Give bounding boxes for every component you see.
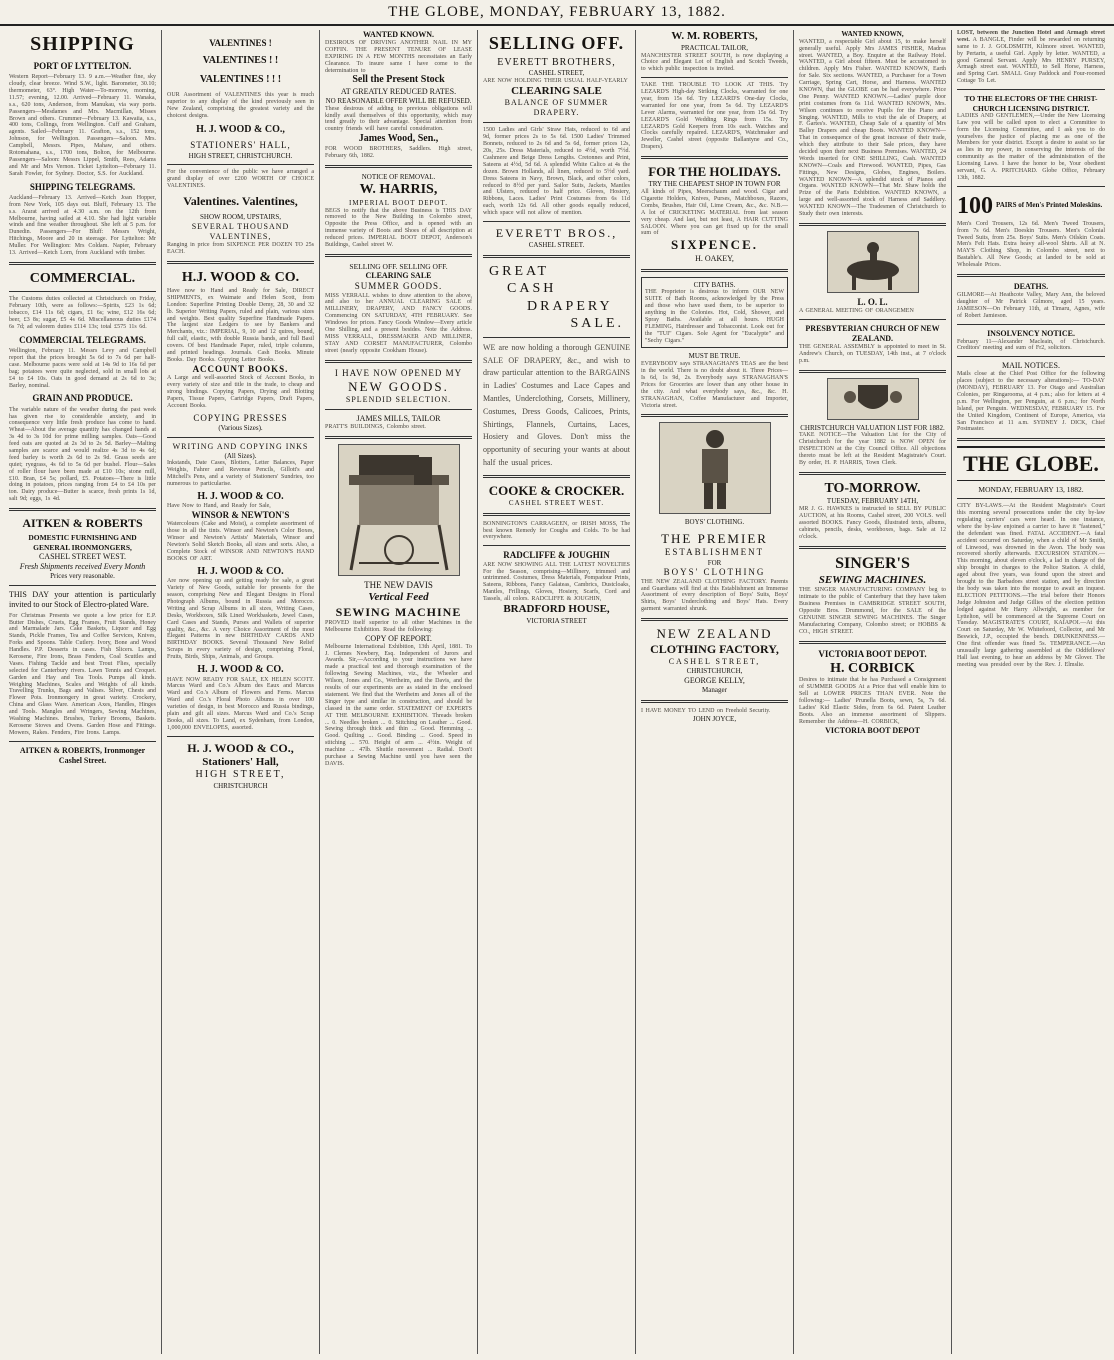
cooke-crocker: COOKE & CROCKER.	[488, 482, 625, 498]
boys-clothing-illustration	[659, 422, 771, 514]
wanted-known-heading: WANTED KNOWN.	[362, 30, 435, 39]
globe-title: THE GLOBE.	[957, 446, 1105, 481]
hjwood-heading-3: H. J. WOOD & CO.	[197, 490, 284, 502]
sixpence: SIXPENCE.	[671, 237, 758, 253]
lost-ad: LOST, between the Junction Hotel and Armagh street west. A BANGLE, Finder will be rewarded on returning same to J. J. GOLDSMITH, Kilmore street. WANTED, by Pertarin, a useful Girl. Apply by letter. WANTED, a good General Servant. Apply Mrs HENRY PURSEY, Armagh street east. WANTED, to Sell Horse, Harness, and Spring Cart. SMALL Gray Paddock and Four-roomed Cottage To Let.	[957, 30, 1105, 85]
hjwood-shipments: Have now to Hand and Ready for Sale, DIRECT SHIPMENTS, ex Waimate and Helen Scott, from London: Superfine Printing Double Demy, 28, 30 and 32 lb. Superior Writing Papers, ruled and plain, various sizes and weights. Best quality Superfine Handmade Papers. The largest size Ledgers to see by Bankers and Merchants, viz.: IMPERIAL, 9, 10 and 12 quires, bound, full calf, elastic, with double Russia bands, and full Basil covers. Of best Handmade Paper, ruled, triple columns, and printed headings. Journals. Cash Books. Minute Books. Day Books. Copying Letter Books.	[167, 288, 314, 363]
clearing-sale: CLEARING SALE	[511, 84, 602, 97]
removal-notice: NOTICE OF REMOVAL.	[361, 172, 436, 181]
victoria-boot-depot-heading: VICTORIA BOOT DEPOT.	[818, 648, 927, 659]
tomorrow-heading: TO-MORROW.	[824, 480, 921, 496]
opened-my: I HAVE NOW OPENED MY	[334, 367, 463, 378]
grain-heading: GRAIN AND PRODUCE.	[32, 393, 133, 404]
column-5: W. M. ROBERTS, PRACTICAL TAILOR, MANCHESTER STREET SOUTH, is now displaying a Choice and Elegant Lot of English and Scotch Tweeds, to which public inspection is invited. TAKE THE TROUBLE TO LOOK AT THIS. Try LEZARD'S High-day Striking Clocks, warranted for one year, from 15s 6d. Try LEZARD'S One-day Clocks, warranted for one year, from 5s 6d. Try LEZARD'S Lever Alarms, warranted for one year, from 15s 6d. Try LEZARD'S Gold Wedding Rings from 15s. Try LEZARD'S Gold Keepers from 10s each. Watches and Clocks carefully repaired. LEZARD'S, Watchmaker and Jeweller, Cashel street (opposite Ballantyne and Co., Drapers). FOR THE HOLIDAYS. TRY THE CHEAPEST SHOP IN TOWN FOR All kinds of Pipes, Meerschaum and wood. Cigar and Cigarette Holders, Knives, Purses, Matchboxes, Razors, Combs, Brushes, Hair Oil, Lime Cream, &c., &c. N.B.—A lot of CRICKETING MATERIAL from last season very cheap. And last, but not least, A HAIR CUTTING SALOON. Where you can get fixed up for the small sum of SIXPENCE. H. OAKEY, CITY BATHS. THE Proprietor is desirous to inform OUR NEW SUITE of Bath Rooms, acknowledged by the Press and those who have used them, to be superior to anything in the Colonies. Hot, Cold, Shower, and Spray Baths. Available at all hours. HUGH FLEMING, Hairdresser and Tobacconist. Look out for the "TUI" Cigars. Sole Agent for "Eucalypte" and "Sechy Cigars." MUST BE TRUE. EVERYBODY says STRANAGHAN'S TEAS are the best in the world. There is no doubt about it. Three Prices—Is 6d, 1s 9d, 2s. Everybody says STRANAGHAN'S Prices for Groceries are lower than any other house in the city. And what everybody says, &c., &c. H. STRANAGHAN, Coffee Manufacturer and Importer, Victoria street. BOYS' CLOTHING. THE PREMIER ESTABLISHMENT FOR BOYS' CLOTHING THE NEW ZEALAND CLOTHING FACTORY. Parents and Guardians will find at this Establishment an Immense Assortment of every description of Boys' Suits, Boys' Shirts, Boys' Underclothing and Boys' Hats. Every garment warranted shrunk. NEW ZEALAND CLOTHING FACTORY, CASHEL STREET, CHRISTCHURCH, GEORGE KELLY, Manager I HAVE MONEY TO LEND on Freehold Security. JOHN JOYCE,	[636, 30, 794, 1354]
valentines-heading: Valentines. Valentines,	[183, 193, 298, 208]
sewing-machine-icon	[339, 445, 459, 575]
horseman-icon	[828, 232, 918, 292]
sell-present-stock: Sell the Present Stock	[352, 74, 445, 86]
copy-report: COPY OF REPORT.	[365, 633, 432, 643]
column-1	[4, 30, 162, 1354]
aitken-prices: Prices very reasonable.	[50, 571, 115, 580]
stationers-hall-footer: Stationers' Hall,	[202, 755, 279, 768]
selling-off-heading: SELLING OFF.	[488, 33, 625, 53]
valentines-line-1: VALENTINES !	[209, 38, 272, 48]
commercial-text: The Customs duties collected at Christchurch on Friday, February 10th, were as follows:—Spirits, £23 1s 6d; tobacco, £14 11s 6d; cigars, £1 6s; wine, £12 16s 6d; beer, £3 8s; sugar, £5 4s 6d. Miscellaneous duties £174 6s 7d; ad valorem duties £114 13s; total £575 11s 6d.	[9, 296, 156, 330]
everett-bros: EVERETT BROS.,	[495, 225, 618, 240]
port-heading: PORT OF LYTTELTON.	[33, 61, 132, 71]
wanted-ads: WANTED, a respectable Girl about 15, to make herself generally useful. Apply Mrs JAMES FISHER, Madras street. WANTED, a Boy. Enquire at the Railway Hotel. WANTED, a Girl about fifteen. Must be accustomed to children. Apply Mrs Fisher. WANTED KNOWN, Earth for Sale. Six sections. WANTED, a Purchaser for a Town Carriage, Spring Cart, Horse, and Harness. WANTED KNOWN, that the GLOBE can be had everywhere. Price One Penny. WANTED KNOWN.—Ladies' purple door print costumes from 6s 11d. WANTED KNOWN, Mrs. Wilson continues to receive Pupils for the Piano and Singing. WANTED, Mills to visit the ale of Drapery, at F. Gartes's. WANTED, Cheap Sale of a quantity of Mrs Ballsy Drapers and cheap Boots. WANTED KNOWN—That in consequence of the great increase of their trade, which they attribute to their Sale prices, they have decided upon their next Business Premises. WANTED, 24 Words inserted for ONE SHILLING, Cash. WANTED KNOWN—Coals and Firewood. WANTED, Pipes, Gas Fittings, New Designs, Globes, Engines, Boilers. WANTED KNOWN—A splendid stock of Pianos and Organs. WANTED KNOWN—That Mr. Shaw holds the Prize of the Paris Exhibition. WANTED KNOWN, a large and well-assorted stock of Harness and Saddlery. WANTED KNOWN—The Tradesmen of Christchurch to Study their own interests.	[799, 38, 946, 218]
shipping-telegrams-heading: SHIPPING TELEGRAMS.	[29, 181, 136, 192]
valentines-convenience-text: For the convenience of the public we have arranged a grand display of over £200 WORTH OF CHOICE VALENTINES.	[167, 169, 314, 190]
stationers-hall: STATIONERS' HALL,	[190, 140, 291, 151]
aitken-shipments: Fresh Shipments received Every Month	[19, 561, 146, 571]
valuation-heading: CHRISTCHURCH VALUATION LIST FOR 1882.	[800, 423, 945, 432]
column-3: WANTED KNOWN. DESIROUS OF DRIVING ANOTHER NAIL IN MY COFFIN. THE PRESENT TENURE OF LEASE EXPIRING IN A FEW MONTHS necessitates an Early Clearance. To insure same I have come to the determination to Sell the Present Stock AT GREATLY REDUCED RATES. NO REASONABLE OFFER WILL BE REFUSED. These desirous of adding to previous obligations will kindly avail themselves of this opportunity, which may tend greatly to their advantage. Special attention from country friends will have careful consideration. James Wood, Sen., FOR WOOD BROTHERS, Saddlers. High street, February 6th, 1882. NOTICE OF REMOVAL. W. HARRIS, IMPERIAL BOOT DEPOT. BEGS to notify that the above Business is THIS DAY removed to the New Building in Colombo street, Opposite the Press Office, and is opened with an immense variety of Boots and Shoes of all description at reduced prices. IMPERIAL BOOT DEPOT, Anderson's Buildings, Cashel street W. SELLING OFF. SELLING OFF. CLEARING SALE SUMMER GOODS. MISS VERRALL wishes to draw attention to the above, and also to her ANNUAL CLEARING SALE of MILLINERY, DRAPERY, AND FANCY GOODS. Commencing ON SATURDAY, 4TH FEBRUARY. See Windows for prices. Fancy Goods Window—Every article One Shilling, and a present besides. Note the Address. MISS VERRALL, DRESSMAKER AND MILLINER, STAY AND CORSET MANUFACTURER, Colombo street (nearly opposite Cookham House). I HAVE NOW OPENED MY NEW GOODS. SPLENDID SELECTION. JAMES MILLS, TAILOR PRATT'S BUILDINGS, Colombo street. THE NEW DAVIS Vertical Feed SEWING MACHINE PROVED itself superior to all other Machines in the Melbourne Exhibition. Read the following: COPY OF REPORT. Melbourne International Exhibition, 13th April, 1881. To J. Clemes Newbery, Esq. Independent of Jurors and Awards. Sir,—According to your instructions we have made a practical test and thorough examination of the following Sewing Machines, viz., the Wheeler and Wilson, Jones and Co., Wertheim, and the Davis, and the results of our experiments are as stated in the enclosed statement. We find that the Wertheim and Jones all of the Singer type and similar in construction, and should be classed in the same order. STATEMENT OF EXPERTS AT THE MELBOURNE EXHIBITION. Threads broken ... 0. Needles broken ... 0. Stitching on Leather ... Good. Sewing through thick and thin ... Good. Hemming ... Good. Quilting ... Good. Binding ... Good. Speed in stitching ... 570. Height of arm ... 4½in. Weight of machine ... 47lb. Shuttle movement ... Radial. Don't purchase a Sewing Machine until you have seen the DAVIS.	[320, 30, 478, 1354]
sewing-machine-illustration	[338, 444, 460, 576]
valentines-text: OUR Assortment of VALENTINES this year is much superior to any display of the kind previously seen in New Zealand, comprising the greatest variety and the choicest designs.	[167, 92, 314, 119]
coat-of-arms-icon	[828, 379, 918, 419]
commercial-heading: COMMERCIAL.	[29, 270, 136, 286]
globe-date: MONDAY, FEBRUARY 13, 1882.	[978, 484, 1084, 494]
hjwood-heading-5: H. J. WOOD & CO.	[197, 664, 284, 675]
roberts-heading: W. M. ROBERTS,	[671, 30, 758, 42]
money-to-lend: I HAVE MONEY TO LEND on Freehold Security.	[641, 707, 771, 714]
radcliffe-joughin: RADCLIFFE & JOUGHIN	[503, 550, 610, 561]
premier-heading: THE PREMIER	[661, 531, 768, 547]
shipping-heading: SHIPPING	[30, 33, 135, 55]
commercial-telegrams-heading: COMMERCIAL TELEGRAMS.	[19, 334, 146, 345]
telegrams-text: Auckland—February 13. Arrived—Ketch Joan Hopper, from New York, 105 days out. Bluff, February 13. The s.s. Ararat arrived at 4.30 a.m. on the 12th from Melbourne, having sailed at 4.10. She had light variable winds and fine weather throughout. She left at 5 p.m. for Dunedin. Passengers—For Bluff: Messrs Wright, Hitchings, Moore and 20 in steerage. For Lyttelton: Mr Muller. For Wellington: Mrs Coldam. Napier, February 13. Arrived—Ketch Lorn, from Auckland with timber.	[9, 194, 156, 256]
new-goods: NEW GOODS.	[348, 378, 449, 394]
account-books: ACCOUNT BOOKS.	[192, 363, 289, 374]
clothing-factory: CLOTHING FACTORY,	[650, 642, 779, 657]
new-davis: THE NEW DAVIS	[364, 579, 433, 590]
grain-text: The variable nature of the weather during the past week has given rise to considerable anxiety, and in consequence very little fresh produce has come to hand. Wheat—About the average quantity has changed hands at 3s 4d to 3s 10d for prime milling samples. Oats—Good feed oats are quoted at 2s 3d to 2s 5d. Barley—Malting samples are scarce and would realize 4s 3d to 4s 6d; feed barley is worth 2s 6d to 2s 9d. Grass seeds are quiet; ryegrass, 4s 6d to 5s 6d per bushel. Flour—Sales of roller flour have been made at £10 10s; stone mill, £10. Bran, £4 5s; pollard, £5. Potatoes—There is little doing in potatoes, prices ranging from £4 to £4 10s per ton. Dairy produce—Butter is scarce, fresh prints 1s 1d, salt 9d; eggs, 1s 4d.	[9, 406, 156, 503]
aitken-attention: THIS DAY your attention is particularly invited to our Stock of Electro-plated Ware.	[9, 589, 156, 609]
hjwood-heading-1: H. J. WOOD & CO.,	[196, 123, 285, 135]
everett-brothers: EVERETT BROTHERS,	[497, 56, 616, 68]
shipping-text: Western Report—February 13. 9 a.m.—Weather fine, sky cloudy, clear breeze. Wind S.W., light. Barometer, 30.10; thermometer, 63°. High Water—To-morrow, morning, 11.57; evening, 12.00. Arrived—February 11. Wanaka, s.s., 620 tons, Anderson, from Manukau, via way ports. Passengers—Mesdames and Mrs. Macmillan, Misses Brown and others. Crummer—February 13. Kawaiia, s.s., 400 tons, Collings, from Wellington. Cuff and Graham, agents. Sailed—February 11. Grafton, s.s., 152 tons, Johnson, for Wellington. Passengers—Saloon. Mrs. Campbell, Messrs. Pipes, Mahaw, and others. Rotomahana, s.s., 1700 tons, Bolton, for Melbourne. Passengers—Saloon: Messrs Lippel, Smith, Rees, Adams and Mr and Mrs Vernon. Ticket Lyttelton—February 11. Sarah Fowler, for Sydney. Doctor, S.S. for Auckland.	[9, 74, 156, 177]
masthead: THE GLOBE, MONDAY, FEBRUARY 13, 1882.	[0, 0, 1114, 26]
new-zealand: NEW ZEALAND	[656, 626, 773, 642]
column-4: SELLING OFF. EVERETT BROTHERS, CASHEL STREET, ARE NOW HOLDING THEIR USUAL HALF-YEARLY CLEARING SALE BALANCE OF SUMMER DRAPERY. 1500 Ladies and Girls' Straw Hats, reduced to 6d and 9d, former prices 2s to 5s 6d. 1500 Ladies' Trimmed Bonnets, reduced to 2s 6d and 5s 6d, former prices 12s, 20s, 25s. Dress Materials, reduced to 4½d, worth 7½d. Cashmere and Beige Dress Lengths. Cretonnes and Print, Sateens at 4½d, 5d 6d. A splendid White Calico at 4s the dozen. Brown Hollands, all linen, reduced to 5½d yard. Dress Sateens in Navy, Brown, Black, and other colors, reduced to 8½d per yard. Sailor Suits, Jackets, Mantles and Ulsters, reduced to half price. Gloves, Hosiery, Ribbons, Laces. Ladies' Print Costumes from 6s 11d each, worth 12s 6d. All other goods equally reduced, which space will not allow of mention. EVERETT BROS., CASHEL STREET. GREAT CASH DRAPERY SALE. WE are now holding a thorough GENUINE SALE OF DRAPERY, &c., and wish to draw particular attention to the BARGAINS in Ladies' Costumes and Lace Capes and Mantles, Underclothing, Corsets, Millinery, Costumes, Dress Goods, Calicoes, Prints, Shirtings, Flannels, Curtains, Laces, Hosiery and Gloves. Don't miss the opportunity of securing your wants at about half the usual prices. COOKE & CROCKER. CASHEL STREET WEST. BONNINGTON'S CARRAGEEN, or IRISH MOSS, The best known Remedy for Coughs and Colds. To be had everywhere. RADCLIFFE & JOUGHIN ARE NOW SHOWING ALL THE LATEST NOVELTIES For the Season, comprising—Millinery, trimmed and untrimmed. Costumes, Dress Materials, Pompadour Prints, Sateens, Ribbons, Fancy Galateas, Cambrics, Dustcloaks, Mantles, Frillings, Gloves, Hosiery, Scarfs, Cord and Tassels, all colors. RADCLIFFE & JOUGHIN, BRADFORD HOUSE, VICTORIA STREET	[478, 30, 636, 1354]
sewing-machine-heading: SEWING MACHINE	[335, 604, 462, 619]
column-7: LOST, between the Junction Hotel and Armagh street west. A BANGLE, Finder will be rewarded on returning same to J. J. GOLDSMITH, Kilmore street. WANTED, by Pertarin, a useful Girl. Apply by letter. WANTED, a good General Servant. Apply Mrs HENRY PURSEY, Armagh street east. WANTED, to Sell Horse, Harness, and Spring Cart. SMALL Gray Paddock and Four-roomed Cottage To Let. TO THE ELECTORS OF THE CHRIST-CHURCH LICENSING DISTRICT. LADIES AND GENTLEMEN,—Under the New Licensing Law you will be called upon to elect a Committee to form the Licensing Committee, and I ask you to do yourselves the justice of placing me as one of the Members for your district. Except a desire to assist so far as lies in my power, in conserving the interests of the community as the matter of the administration of the Licensing Laws. I have the honor to be, Your obedient servant, G. A. PRITCHARD. Globe Office, February 13th, 1882. 100 PAIRS of Men's Printed Moleskins. Men's Cord Trousers, 12s 6d. Men's Tweed Trousers, from 7s 6d. Men's Doeskin Trousers. Men's Colonial Tweed Suits, from 25s. Boys' Suits. Men's Oilskin Coats. Men's Felt Hats. Extra heavy all-wool Shirts. All at N. MAY'S Clothing Shop, in Colombo street, next to Bastable's. All New Goods; at landed to be sold at Wholesale Prices. DEATHS. GILMORE—At Heathcote Valley, Mary Ann, the beloved daughter of Mr Patrick Gilmore, aged 15 years. JAMIESON—On February 11th, at Timaru, Agnes, wife of Robert Jamieson. INSOLVENCY NOTICE. February 11—Alexander Macleain, of Christchurch. Creditors' meeting and sum of Fr2, solicitors. MAIL NOTICES. Mails close at the Chief Post Office for the following places (subject to the necessary alterations):— TO-DAY (MONDAY), FEBRUARY 13. For Otago and Australian Colonies, per Ringarooma, at 4 p.m.; also for letters at 4 p.m. For Wellington, per Penguin, at 6 p.m.; for North Island, per Penguin. WEDNESDAY, FEBRUARY 15. For the United Kingdom, Continent of Europe, America, via San Francisco at 11 a.m. SYDNEY J. DICK, Chief Postmaster. THE GLOBE. MONDAY, FEBRUARY 13, 1882. CITY BY-LAWS.—At the Resident Magistrate's Court this morning several prosecutions under the city by-law regulating carriers' cars were heard. In one instance, where the by-law enjoined a carrier to have it "fastened," the defendant was fined. FATAL ACCIDENT.—A fatal accident occurred on Saturday, when a child of Mr Smith, of Linwood, was drowned in the Avon. The body was recovered shortly afterwards. EXCURSION STATION.—This morning, about eleven o'clock, a lad in charge of the ship brought in charges to the Police Station. A child, aged about five years, was found upon the street and brought to the Barbadoes street station, and by direction the body was taken into the morgue to await an inquest. ELECTION PETITIONS.—The trial before their Honors Judge Johnston and Judge Gillies of the election petition lodged against Mr Harry Allwright, as member for Lyttelton, will be commenced at the Supreme Court on Tuesday. MAGISTRATE'S COURT, KAIAPOI.—At this Court on Saturday, Mr W. Whitefoord, Collector, and Mr Beswick, J.P., occupied the bench. DRUNKENNESS.—One first offender was fined 5s. TEMPERANCE.—An unusually large gathering assembled at the Oddfellows' Hall last evening, to hear an address by Mr Glover. The meeting was presided over by the Rev. J. Elmslie.	[957, 30, 1105, 668]
winsor-newton: WINSOR & NEWTON'S	[191, 510, 290, 521]
corbick: H. CORBICK	[830, 660, 915, 676]
editorial-text: CITY BY-LAWS.—At the Resident Magistrate's Court this morning several prosecutions under the city by-law regulating carriers' cars were heard. In one instance, where the by-law enjoined a carrier to have it "fastened," the defendant was fined. FATAL ACCIDENT.—A fatal accident occurred on Saturday, when a child of Mr Smith, of Linwood, was drowned in the Avon. The body was recovered shortly afterwards. EXCURSION STATION.—This morning, about eleven o'clock, a lad in charge of the ship brought in charges to the Police Station. A child, aged about five years, was found upon the street and brought to the Barbadoes street station, and by direction the body was taken into the morgue to await an inquest. ELECTION PETITIONS.—The trial before their Honors Judge Johnston and Judge Gillies of the election petition lodged against Mr Harry Allwright, as member for Lyttelton, will be commenced at the Supreme Court on Tuesday. MAGISTRATE'S COURT, KAIAPOI.—At this Court on Saturday, Mr W. Whitefoord, Collector, and Mr Beswick, J.P., occupied the bench. DRUNKENNESS.—One first offender was fined 5s. TEMPERANCE.—An unusually large gathering assembled at the Oddfellows' Hall last evening, to hear an address by Mr Glover. The meeting was presided over by the Rev. J. Elmslie.	[957, 503, 1105, 668]
crest-illustration	[827, 378, 919, 420]
aitken-stock-list: For Christmas Presents we quote a low price for E.P. Butter Dishes, Cruets, Egg Frames, Fruit Stands, Honey and Marmalade Jars. Cake Baskets, Liquor and Egg Stands, Pickle Frames, Tea and Coffee Services, Knives, Forks and Spoons. Table Cutlery. Ivory, Bone and Wood Handles. P.P. Desserts in cases. Fish Slicers. Lamps, Kerosene, Fire Irons, Brass Fenders, Coal Scuttles and Vases. Fishing Tackle and best Trout Flies, specially selected for Canterbury rivers. Lawn Tennis and Croquet. Garden and Hay and Tea Tools. Pumps all kinds. Weighing Machines, Scales and Weights of all kinds. Travelling Trunks, Bags and Valises. Silver, Chests and Flower Pots. Ironmongery in great variety. Crockery, China and Glass Ware. American Axes, Handles, Hinges and Tools. Mangles and Wringers, Sewing Machines, Washing Machines. Brushes, Turkey Brooms, Baskets. Kerosene Stoves and Ovens. Garden Hose and Fittings. Mowers, Rakes. Fenders, Fire Irons. Lamps.	[9, 612, 156, 736]
valentines-line-3: VALENTINES ! ! !	[199, 73, 282, 85]
presbyterian-heading: PRESBYTERIAN CHURCH OF NEW ZEALAND.	[805, 324, 940, 344]
high-street: HIGH STREET, CHRISTCHURCH.	[188, 151, 293, 160]
james-wood: James Wood, Sen.,	[358, 133, 439, 145]
james-mills: JAMES MILLS, TAILOR	[356, 414, 441, 424]
boys-clothing: BOYS' CLOTHING.	[684, 518, 745, 527]
writing-inks: WRITING AND COPYING INKS	[172, 441, 309, 451]
column-2: VALENTINES ! VALENTINES ! ! VALENTINES ! ! ! OUR Assortment of VALENTINES this year is much superior to any display of the kind previously seen in New Zealand, comprising the greatest variety and the choicest designs. H. J. WOOD & CO., STATIONERS' HALL, HIGH STREET, CHRISTCHURCH. For the convenience of the public we have arranged a grand display of over £200 WORTH OF CHOICE VALENTINES. Valentines. Valentines, SHOW ROOM, UPSTAIRS, SEVERAL THOUSAND VALENTINES, Ranging in price from SIXPENCE PER DOZEN TO 25s EACH. H.J. WOOD & CO. Have now to Hand and Ready for Sale, DIRECT SHIPMENTS, ex Waimate and Helen Scott, from London: Superfine Printing Double Demy, 28, 30 and 32 lb. Superior Writing Papers, ruled and plain, various sizes and weights. Best quality Superfine Handmade Papers. The largest size Ledgers to see by Bankers and Merchants, viz.: IMPERIAL, 9, 10 and 12 quires, bound, full calf, elastic, with double Russia bands, and full Basil covers. Of best Handmade Paper, ruled, triple columns, and printed headings. Journals. Cash Books. Minute Books. Day Books. Copying Letter Books. ACCOUNT BOOKS. A Large and well-assorted Stock of Account Books, in every variety of size and title in the trade, to cheap and strong bindings. Copying Papers, Drying and Blotting Papers, Tissue Papers, Cartridge Papers, Draft Papers, Account Books. COPYING PRESSES (Various Sizes). WRITING AND COPYING INKS (All Sizes). Inkstands, Date Cases, Blotters, Letter Balances, Paper Weights, Fahrer and Revenue Pencils, Gillott's and Mitchell's Pens, and a variety of Stationers' Sundries, too numerous to particularise. H. J. WOOD & CO. Have Now to Hand, and Ready for Sale, WINSOR & NEWTON'S Watercolours (Cake and Moist), a complete assortment of those in all the tints. Winsor and Newton's Color Boxes, Winsor and Newton's Artists' Materials, Winsor and Newton's Solid Sketch Books, all sizes and sorts. Also, a Complete Stock of WINSOR AND NEWTON'S HAND BOOKS OF ART. H. J. WOOD & CO. Are now opening up and getting ready for sale, a great Variety of New Goods, suitable for presents for the season, comprising New and Elegant Designs in Floral Photograph Albums, bound in Russia and Morocco. Writing and Scrap Albums in all sizes, Writing Cases, Desks, Workboxes, Silk Lined Workbaskets, Jewel Cases, Card Cases and Stands, Purses and Wallets of superior quality, &c., &c. A very Choice Assortment of the most Elegant Patterns in new BIRTHDAY CARDS AND BIRTHDAY BOOKS. Several Thousand New Relief Scraps in every variety of design, comprising Floral, Fruits, Birds, Ships, Animals, and Groups. H. J. WOOD & CO. HAVE NOW READY FOR SALE, EX HELEN SCOTT. Marcus Ward and Co.'s Album des Eaux and Marcus Ward and Co.'s Album of Flowers and Ferns. Marcus Ward and Co.'s Floral Photo Albums in over 100 varieties of design, in best Morocco and Russia bindings, plain and gilt all sizes. Marcus Ward and Co.'s Scrap Books, all sizes. To Land, ex Sydenham, from London, 1,000,000 ENVELOPES, assorted. H. J. WOOD & CO., Stationers' Hall, HIGH STREET, CHRISTCHURCH	[162, 30, 320, 1354]
newspaper-page	[0, 26, 1114, 1354]
aitken-street: CASHEL STREET WEST.	[38, 551, 127, 561]
must-be-true: MUST BE TRUE.	[688, 352, 741, 361]
selling-off: SELLING OFF. SELLING OFF.	[349, 261, 448, 271]
deaths-heading: DEATHS.	[1013, 282, 1049, 292]
harris-heading: W. HARRIS,	[359, 182, 438, 198]
aitken-subtitle: DOMESTIC FURNISHING AND GENERAL IRONMONGERS,	[28, 533, 137, 552]
column-6: WANTED KNOWN, WANTED, a respectable Girl about 15, to make herself generally useful. Apply Mrs JAMES FISHER, Madras street. WANTED, a Boy. Enquire at the Railway Hotel. WANTED, a Girl about fifteen. Must be accustomed to children. Apply Mrs Fisher. WANTED KNOWN, Earth for Sale. Six sections. WANTED, a Purchaser for a Town Carriage, Spring Cart, Horse, and Harness. WANTED KNOWN, that the GLOBE can be had everywhere. Price One Penny. WANTED KNOWN.—Ladies' purple door print costumes from 6s 11d. WANTED KNOWN, Mrs. Wilson continues to receive Pupils for the Piano and Singing. WANTED, Mills to visit the ale of Drapery, at F. Gartes's. WANTED, Cheap Sale of a quantity of Mrs Ballsy Drapers and cheap Boots. WANTED KNOWN—That in consequence of the great increase of their trade, which they attribute to their Sale prices, they have decided upon their next Business Premises. WANTED, 24 Words inserted for ONE SHILLING, Cash. WANTED KNOWN—Coals and Firewood. WANTED, Pipes, Gas Fittings, New Designs, Globes, Engines, Boilers. WANTED KNOWN—A splendid stock of Pianos and Organs. WANTED KNOWN—That Mr. Shaw holds the Prize of the Paris Exhibition. WANTED KNOWN, a large and well-assorted stock of Harness and Saddlery. WANTED KNOWN—The Tradesmen of Christchurch to Study their own interests. L. O. L. A GENERAL MEETING OF ORANGEMEN PRESBYTERIAN CHURCH OF NEW ZEALAND. THE GENERAL ASSEMBLY is appointed to meet in St. Andrew's Church, on TUESDAY, 14th inst., at 7 o'clock p.m. CHRISTCHURCH VALUATION LIST FOR 1882. TAKE NOTICE—The Valuation List for the City of Christchurch for the year 1882 is NOW OPEN for INSPECTION at the City Council Office. All objections thereto must be left at the Resident Magistrate's Court. By order, H. P. HARRIS, Town Clerk. TO-MORROW. TUESDAY, FEBRUARY 14TH, MR J. G. HAWKES is instructed to SELL BY PUBLIC AUCTION, at his Rooms, Cashel street, 200 VOLS. well assorted BOOKS. Fancy Goods, illustrated texts, albums, cabinets, pencils, desks, workboxes, bags. Sale at 12 o'clock. SINGER'S SEWING MACHINES. THE SINGER MANUFACTURING COMPANY beg to intimate to the public of Canterbury that they have taken Business Premises in CAMBRIDGE STREET SOUTH, Opposite Bros. Drummond, for the SALE of the GENUINE SINGER SEWING MACHINES. The Singer Manufacturing Company, Colombo street; or HOBBS & CO., HIGH STREET. VICTORIA BOOT DEPOT. H. CORBICK Desires to intimate that he has Purchased a Consignment of SUMMER GOODS At a Price that will enable him to Sell at LOWER PRICES THAN EVER. Note the following:— Ladies' Prunella Boots, sewn, 5s, 7s 6d. Ladies' Kid Elastic Sides, from 6s 6d. Patent Leather Boots. Also an immense assortment of Slippers. Remember the Address—H. CORBICK, VICTORIA BOOT DEPOT	[794, 30, 952, 1354]
valentines-line-2: VALENTINES ! !	[202, 55, 279, 67]
holidays-heading: FOR THE HOLIDAYS.	[648, 164, 781, 180]
hjwood-heading-2: H.J. WOOD & CO.	[181, 269, 300, 285]
city-baths-box: CITY BATHS. THE Proprietor is desirous to inform OUR NEW SUITE of Bath Rooms, acknowledged by the Press and those who have used them, to be superior to anything in the Colonies. Hot, Cold, Shower, and Spray Baths. Available at all hours. HUGH FLEMING, Hairdresser and Tobacconist. Look out for the "TUI" Cigars. Sole Agent for "Eucalypte" and "Sechy Cigars."	[641, 277, 788, 349]
singers-heading: SINGER'S	[835, 554, 910, 572]
aitken-title: AITKEN & ROBERTS	[22, 516, 143, 531]
hjwood-heading-4: H. J. WOOD & CO.	[197, 565, 284, 577]
commercial-telegrams-text: Wellington, February 11. Messrs Levy and Campbell report that the prices brought 5s 6d to 7s 6d per half-case. Melbourne paces were sold at 14s 9d to 16s 6d per bag; potatoes were quite neglected, sold in small lots at £4 to £4 10s. Oats in good demand at 2s 6d to 3s; Barley, nominal.	[9, 348, 156, 389]
aitken-footer: AITKEN & ROBERTS, Ironmonger Cashel Street.	[19, 745, 146, 765]
mail-heading: MAIL NOTICES.	[1002, 361, 1060, 371]
orange-lodge-illustration	[827, 231, 919, 293]
bradford-house: BRADFORD HOUSE,	[503, 602, 610, 615]
several-thousand: SEVERAL THOUSAND VALENTINES,	[191, 221, 290, 241]
boys-figure-icon	[660, 423, 770, 513]
copying-presses: COPYING PRESSES	[193, 412, 288, 423]
insolvency-heading: INSOLVENCY NOTICE.	[987, 328, 1075, 338]
great-heading: GREAT	[489, 263, 550, 279]
electors-heading: TO THE ELECTORS OF THE CHRIST-CHURCH LICENSING DISTRICT.	[964, 94, 1098, 113]
lol-heading: L. O. L.	[857, 296, 888, 307]
moleskins-ad: 100 PAIRS of Men's Printed Moleskins.	[957, 192, 1103, 219]
